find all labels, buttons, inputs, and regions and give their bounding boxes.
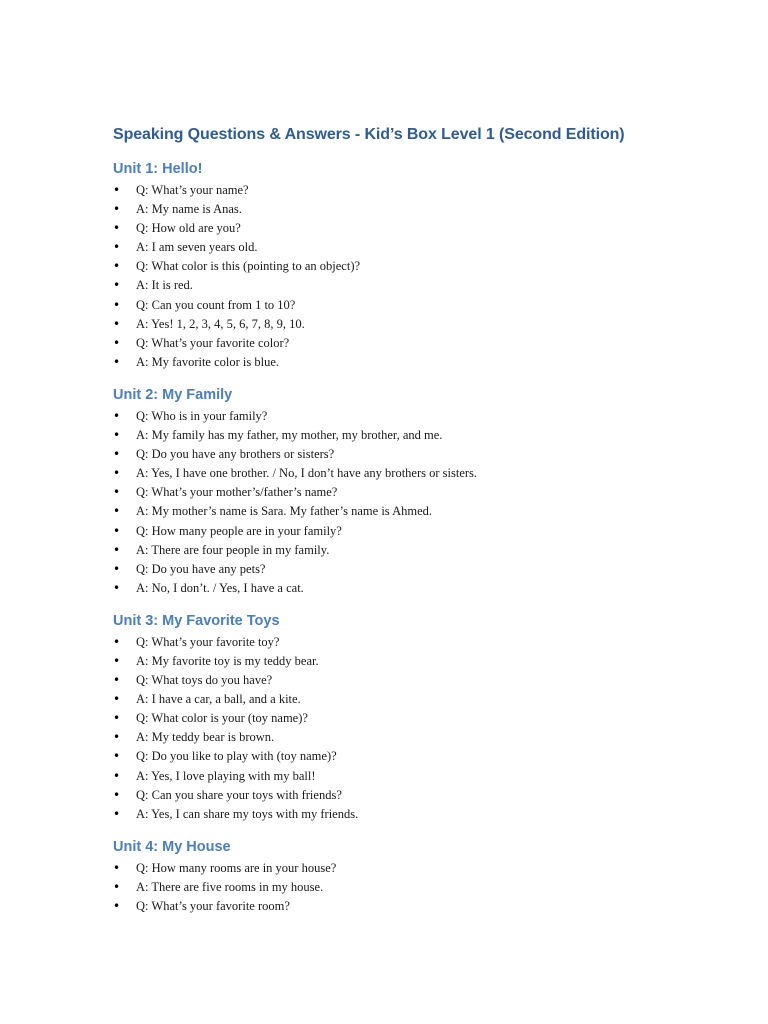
qa-text: A: Yes, I can share my toys with my friends. [136,806,359,821]
answer-item [113,238,733,257]
answer-item [113,200,733,219]
bullet-icon: • [113,259,121,274]
qa-text: A: Yes, I love playing with my ball! [136,768,316,783]
question-item [113,334,733,353]
qa-text: A: Yes, I have one brother. / No, I don’t have any brothers or sisters. [136,466,478,481]
qa-list [113,181,733,372]
qa-text: Q: How old are you? [136,221,241,236]
unit-section-3 [113,612,733,824]
question-item [113,560,733,579]
qa-text: A: My favorite color is blue. [136,354,280,369]
qa-text: Q: How many people are in your family? [136,523,342,538]
bullet-icon: • [113,580,121,595]
question-item [113,709,733,728]
qa-text: A: My name is Anas. [136,202,242,217]
bullet-icon: • [113,749,121,764]
bullet-icon: • [113,768,121,783]
qa-text: A: My teddy bear is brown. [136,730,275,745]
bullet-icon: • [113,447,121,462]
qa-text: Q: What toys do you have? [136,673,273,688]
answer-item [113,276,733,295]
unit-heading: Unit 4: My House [113,838,231,855]
question-item [113,257,733,276]
question-item [113,786,733,805]
qa-list [113,407,733,598]
bullet-icon: • [113,221,121,236]
unit-heading: Unit 2: My Family [113,386,233,403]
bullet-icon: • [113,730,121,745]
bullet-icon: • [113,504,121,519]
qa-text: A: My favorite toy is my teddy bear. [136,653,319,668]
qa-text: A: I have a car, a ball, and a kite. [136,692,301,707]
answer-item [113,315,733,334]
question-item [113,897,733,916]
question-item [113,296,733,315]
answer-item [113,878,733,897]
question-item [113,445,733,464]
qa-text: A: My mother’s name is Sara. My father’s name is Ahmed. [136,504,433,519]
unit-section-4 [113,838,733,916]
bullet-icon: • [113,335,121,350]
bullet-icon: • [113,523,121,538]
bullet-icon: • [113,692,121,707]
qa-text: Q: What color is this (pointing to an object)? [136,259,361,274]
question-item [113,407,733,426]
qa-list [113,859,733,916]
bullet-icon: • [113,466,121,481]
bullet-icon: • [113,240,121,255]
bullet-icon: • [113,653,121,668]
bullet-icon: • [113,428,121,443]
units-container [113,160,733,916]
qa-text: Q: What color is your (toy name)? [136,711,308,726]
bullet-icon: • [113,787,121,802]
qa-list [113,633,733,824]
qa-text: Q: What’s your favorite room? [136,899,290,913]
qa-text: A: It is red. [136,278,193,293]
unit-section-2 [113,386,733,598]
unit-section-1 [113,160,733,372]
bullet-icon: • [113,408,121,423]
answer-item [113,541,733,560]
answer-item [113,728,733,747]
qa-text: Q: Can you share your toys with friends? [136,787,342,802]
qa-text: A: Yes! 1, 2, 3, 4, 5, 6, 7, 8, 9, 10. [136,316,305,331]
bullet-icon: • [113,860,121,875]
answer-item [113,805,733,824]
document-title: Speaking Questions & Answers - Kid’s Box Level 1 (Second Edition) [113,126,625,143]
qa-text: Q: Can you count from 1 to 10? [136,297,296,312]
question-item [113,522,733,541]
answer-item [113,353,733,372]
qa-text: Q: Who is in your family? [136,408,268,423]
qa-text: Q: What’s your favorite color? [136,335,290,350]
bullet-icon: • [113,183,121,197]
qa-text: Q: Do you have any brothers or sisters? [136,447,335,462]
bullet-icon: • [113,542,121,557]
qa-text: Q: Do you like to play with (toy name)? [136,749,337,764]
bullet-icon: • [113,278,121,293]
qa-text: A: There are four people in my family. [136,542,330,557]
answer-item [113,579,733,598]
qa-text: Q: How many rooms are in your house? [136,860,337,875]
bullet-icon: • [113,879,121,894]
answer-item [113,426,733,445]
qa-text: A: My family has my father, my mother, my brother, and me. [136,428,443,443]
bullet-icon: • [113,806,121,821]
answer-item [113,767,733,786]
answer-item [113,464,733,483]
bullet-icon: • [113,297,121,312]
question-item [113,483,733,502]
answer-item [113,502,733,521]
unit-heading: Unit 3: My Favorite Toys [113,612,280,629]
question-item [113,747,733,766]
qa-text: Q: What’s your mother’s/father’s name? [136,485,338,500]
bullet-icon: • [113,899,121,913]
question-item [113,671,733,690]
bullet-icon: • [113,634,121,649]
qa-text: Q: What’s your name? [136,183,249,197]
answer-item [113,652,733,671]
answer-item [113,690,733,709]
bullet-icon: • [113,485,121,500]
bullet-icon: • [113,561,121,576]
qa-text: A: No, I don’t. / Yes, I have a cat. [136,580,304,595]
qa-text: A: There are five rooms in my house. [136,879,324,894]
qa-text: Q: What’s your favorite toy? [136,634,280,649]
qa-text: A: I am seven years old. [136,240,258,255]
question-item [113,633,733,652]
bullet-icon: • [113,711,121,726]
bullet-icon: • [113,673,121,688]
bullet-icon: • [113,202,121,217]
question-item [113,859,733,878]
bullet-icon: • [113,316,121,331]
question-item [113,181,733,200]
bullet-icon: • [113,354,121,369]
document-page [113,124,733,930]
unit-heading: Unit 1: Hello! [113,161,203,177]
question-item [113,219,733,238]
qa-text: Q: Do you have any pets? [136,561,266,576]
